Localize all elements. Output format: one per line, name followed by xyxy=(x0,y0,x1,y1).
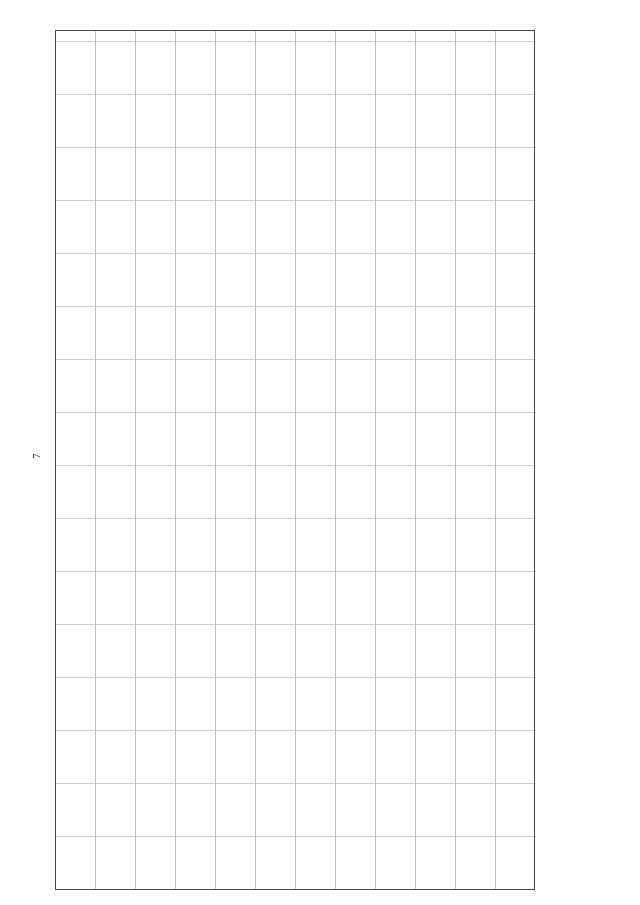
page-number: 7 xyxy=(30,453,43,459)
rotated-table-placeholder xyxy=(55,30,535,890)
